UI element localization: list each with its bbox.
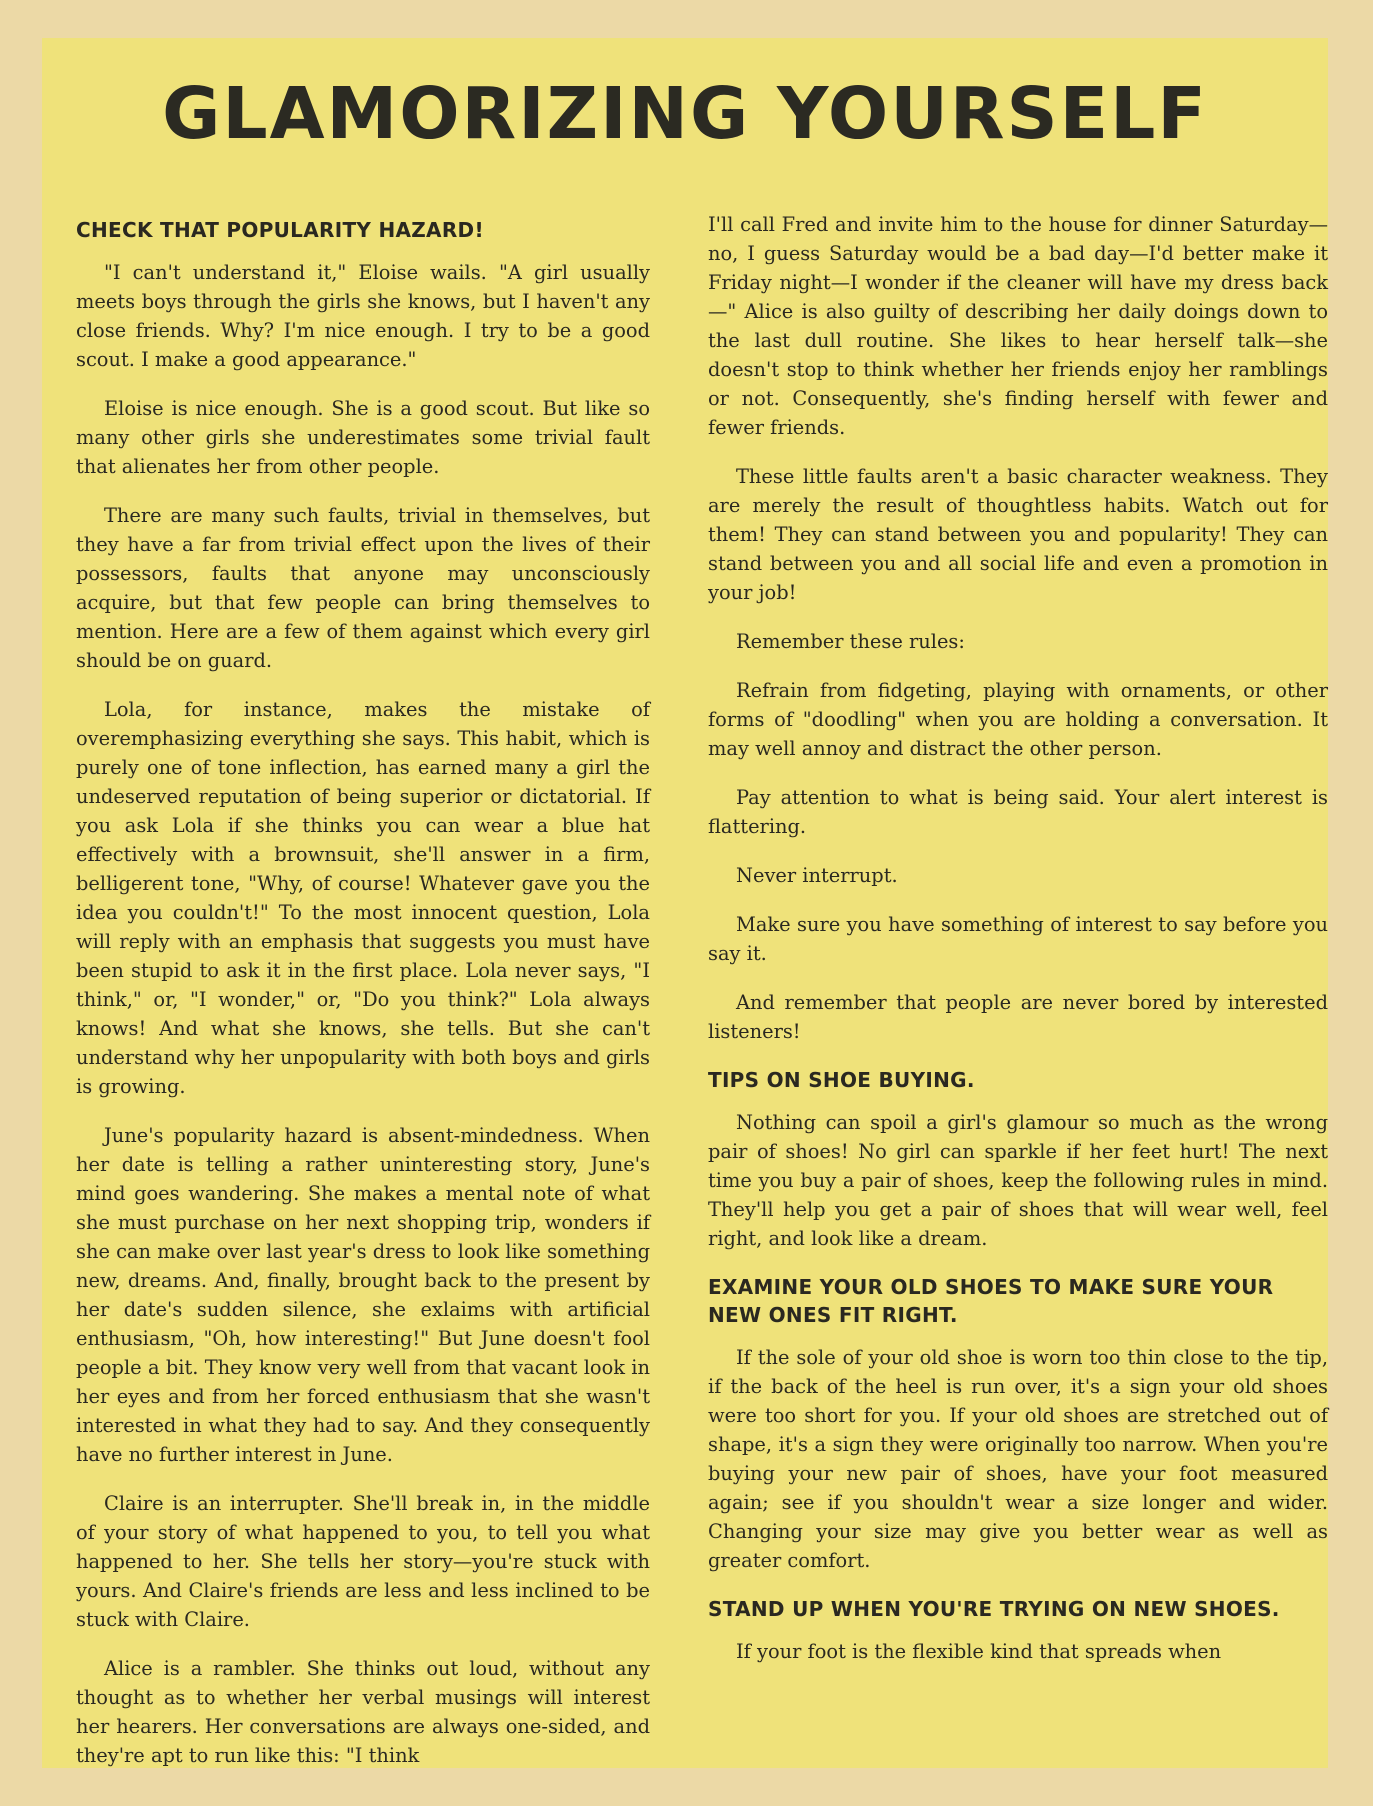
paragraph: If the sole of your old shoe is worn too thin close to the tip, if the back of the heel is run over, it's a sign your old shoes were too short for you. If your old shoes are stretched out of shape, it's a sign they were originally too narrow. When you're buying your new pair of shoes, have your foot measured again; see if you shouldn't wear a size longer and wider. Changing your size may give you better wear as well as greater comfort. xyxy=(708,1346,1328,1572)
paragraph: If your foot is the flexible kind that spreads when xyxy=(736,1640,1222,1663)
paragraph-continuation: I'll call Fred and invite him to the house for dinner Saturday—no, I guess Saturday would be a bad day—I'd better make it Friday night—I wonder if the cleaner will have my dress back—" Alice is also guilty of describing her daily doings down to the last dull routine. She likes to hear herself talk—she doesn't stop to think whether her friends enjoy her ramblings or not. Consequently, she's finding herself with fewer and fewer friends. xyxy=(708,213,1328,439)
page-title: GLAMORIZING YOURSELF xyxy=(162,72,1208,155)
section-heading-popularity: CHECK THAT POPULARITY HAZARD! xyxy=(76,218,484,242)
paragraph: Alice is a rambler. She thinks out loud, without any thought as to whether her verbal musings will interest her hearers. Her conversations are always one-sided, and they're apt to run like this: "I think xyxy=(76,1657,650,1767)
paragraph: "I can't understand it," Eloise wails. "A girl usually meets boys through the girls she knows, but I haven't any close friends. Why? I'm nice enough. I try to be a good scout. I make a good appearance." xyxy=(76,261,650,371)
section-heading-stand-up: STAND UP WHEN YOU'RE TRYING ON NEW SHOES. xyxy=(708,1597,1280,1621)
section-heading-examine-shoes: EXAMINE YOUR OLD SHOES TO MAKE SURE YOUR NEW ONES FIT RIGHT. xyxy=(708,1275,1274,1327)
paragraph: Make sure you have something of interest to say before you say it. xyxy=(708,913,1328,965)
left-column xyxy=(76,216,650,1790)
paragraph: June's popularity hazard is absent-mindedness. When her date is telling a rather uninteresting story, June's mind goes wandering. She makes a mental note of what she must purchase on her next shopping trip, wonders if she can make over last year's dress to look like something new, dreams. And, finally, brought back to the present by her date's sudden silence, she exlaims with artificial enthusiasm, "Oh, how interesting!" But June doesn't fool people a bit. They know very well from that vacant look in her eyes and from her forced enthusiasm that she wasn't interested in what they had to say. And they consequently have no further interest in June. xyxy=(76,1124,650,1466)
paragraph: These little faults aren't a basic character weakness. They are merely the result of thoughtless habits. Watch out for them! They can stand between you and popularity! They can stand between you and all social life and even a promotion in your job! xyxy=(708,465,1328,604)
paragraph: And remember that people are never bored by interested listeners! xyxy=(708,991,1328,1043)
paragraph: Nothing can spoil a girl's glamour so much as the wrong pair of shoes! No girl can sparkle if her feet hurt! The next time you buy a pair of shoes, keep the following rules in mind. They'll help you get a pair of shoes that will wear well, feel right, and look like a dream. xyxy=(708,1111,1328,1250)
right-column xyxy=(708,210,1328,1686)
paragraph: Refrain from fidgeting, playing with ornaments, or other forms of "doodling" when you are holding a conversation. It may well annoy and distract the other person. xyxy=(708,679,1328,760)
paragraph: Never interrupt. xyxy=(736,864,898,887)
paragraph: Remember these rules: xyxy=(736,630,965,653)
paragraph: Pay attention to what is being said. Your alert interest is flattering. xyxy=(708,786,1328,838)
paragraph: Lola, for instance, makes the mistake of overemphasizing everything she says. This habit, which is purely one of tone inflection, has earned many a girl the undeserved reputation of being superior or dictatorial. If you ask Lola if she thinks you can wear a blue hat effectively with a brownsuit, she'll answer in a firm, belligerent tone, "Why, of course! Whatever gave you the idea you couldn't!" To the most innocent question, Lola will reply with an emphasis that suggests you must have been stupid to ask it in the first place. Lola never says, "I think," or, "I wonder," or, "Do you think?" Lola always knows! And what she knows, she tells. But she can't understand why her unpopularity with both boys and girls is growing. xyxy=(76,698,650,1098)
section-heading-shoe-tips: TIPS ON SHOE BUYING. xyxy=(708,1068,975,1092)
magazine-page xyxy=(42,38,1328,1768)
paragraph: There are many such faults, trivial in themselves, but they have a far from trivial effect upon the lives of their possessors, faults that anyone may unconsciously acquire, but that few people can bring themselves to mention. Here are a few of them against which every girl should be on guard. xyxy=(76,504,650,672)
paragraph: Claire is an interrupter. She'll break in, in the middle of your story of what happened to you, to tell you what happened to her. She tells her story—you're stuck with yours. And Claire's friends are less and less inclined to be stuck with Claire. xyxy=(76,1492,650,1631)
paragraph: Eloise is nice enough. She is a good scout. But like so many other girls she underestimates some trivial fault that alienates her from other people. xyxy=(76,397,650,478)
